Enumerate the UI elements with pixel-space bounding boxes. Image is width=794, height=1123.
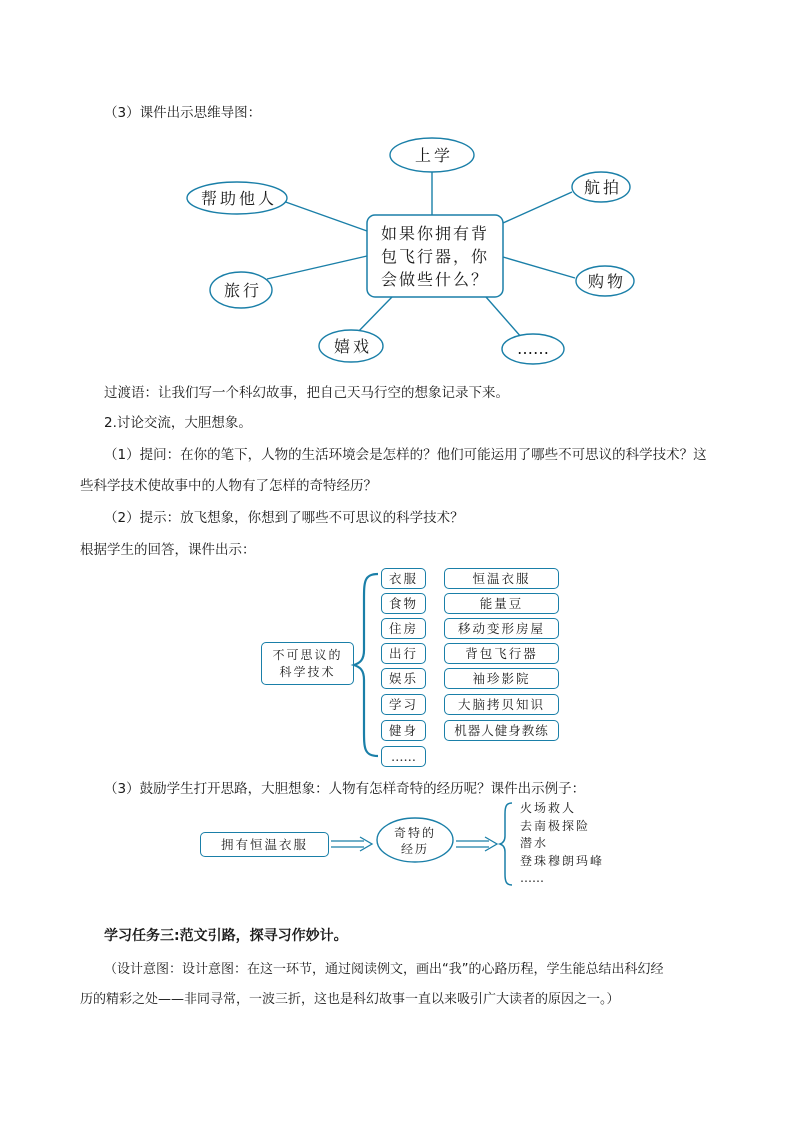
node-bangzhu: 帮助他人 <box>200 189 278 208</box>
design-intent-line-1: （设计意图：设计意图：在这一环节，通过阅读例文，画出“我”的心路历程，学生能总结出科幻经 <box>104 962 664 977</box>
tech-root-line-1: 不可思议的 <box>272 648 343 662</box>
example-middle-line-2: 经历 <box>400 842 430 856</box>
example-middle-ellipse <box>374 815 456 865</box>
question-2-text: （2）提示：放飞想象，你想到了哪些不可思议的科学技术？ <box>104 510 464 526</box>
connector-hangpai <box>503 192 572 223</box>
node-shangxue: 上学 <box>414 146 454 165</box>
node-lvxing: 旅行 <box>223 281 263 300</box>
tech-item: 恒温衣服 <box>444 568 559 589</box>
tech-etc: …… <box>381 746 426 767</box>
connector-gouwu <box>503 257 575 278</box>
transition-text: 过渡语：让我们写一个科幻故事，把自己天马行空的想象记录下来。 <box>104 385 509 401</box>
tech-item: 背包飞行器 <box>444 643 559 664</box>
section-3-heading: （3）课件出示思维导图： <box>104 105 262 121</box>
connector-lvxing <box>267 256 367 279</box>
tech-root-line-2: 科学技术 <box>279 665 336 679</box>
double-arrow-1 <box>330 835 375 853</box>
example-middle-line-1: 奇特的 <box>393 826 437 840</box>
tech-category: 娱乐 <box>381 668 426 689</box>
tech-category: 食物 <box>381 593 426 614</box>
center-line-2: 包飞行器，你 <box>380 247 490 266</box>
tech-item: 大脑拷贝知识 <box>444 694 559 715</box>
node-xixi: 嬉戏 <box>333 337 373 356</box>
tech-category: 衣服 <box>381 568 426 589</box>
tech-item: 移动变形房屋 <box>444 618 559 639</box>
tech-root-box <box>261 642 354 685</box>
example-start-box: 拥有恒温衣服 <box>200 832 329 857</box>
example-result: 去南极探险 <box>520 818 591 833</box>
question-1-line-2: 些科学技术使故事中的人物有了怎样的奇特经历？ <box>80 478 377 494</box>
tech-item: 能量豆 <box>444 593 559 614</box>
node-etc: …… <box>517 339 549 358</box>
center-line-1: 如果你拥有背 <box>380 224 490 243</box>
example-result: 潜水 <box>520 836 549 850</box>
tech-category: 健身 <box>381 720 426 741</box>
double-arrow-2 <box>455 835 500 853</box>
example-result: 登珠穆朗玛峰 <box>520 853 605 868</box>
tech-category: 出行 <box>381 643 426 664</box>
design-intent-line-2: 历的精彩之处——非同寻常，一波三折，这也是科幻故事一直以来吸引广大读者的原因之一。） <box>80 992 620 1007</box>
answer-intro-text: 根据学生的回答，课件出示： <box>80 542 256 558</box>
center-line-3: 会做些什么？ <box>380 270 490 289</box>
tech-category: 学习 <box>381 694 426 715</box>
mindmap-diagram <box>170 130 640 375</box>
connector-xixi <box>355 297 392 335</box>
connector-bangzhu <box>280 200 367 231</box>
connector-etc <box>486 297 522 338</box>
node-hangpai: 航拍 <box>583 178 623 197</box>
example-brace <box>497 800 517 888</box>
question-3-text: （3）鼓励学生打开思路，大胆想象：人物有怎样奇特的经历呢？课件出示例子： <box>104 781 586 797</box>
tech-brace <box>350 570 385 760</box>
example-result: …… <box>520 871 544 885</box>
example-results <box>520 800 604 888</box>
question-1-line-1: （1）提问：在你的笔下，人物的生活环境会是怎样的？他们可能运用了哪些不可思议的科学技术？这 <box>104 447 707 463</box>
tech-item: 机器人健身教练 <box>444 720 559 741</box>
task-3-title: 学习任务三:范文引路，探寻习作妙计。 <box>104 928 348 944</box>
tech-category: 住房 <box>381 618 426 639</box>
step-2-text: 2.讨论交流，大胆想象。 <box>104 415 252 431</box>
tech-item: 袖珍影院 <box>444 668 559 689</box>
example-result: 火场救人 <box>520 801 577 815</box>
node-gouwu: 购物 <box>587 272 627 291</box>
